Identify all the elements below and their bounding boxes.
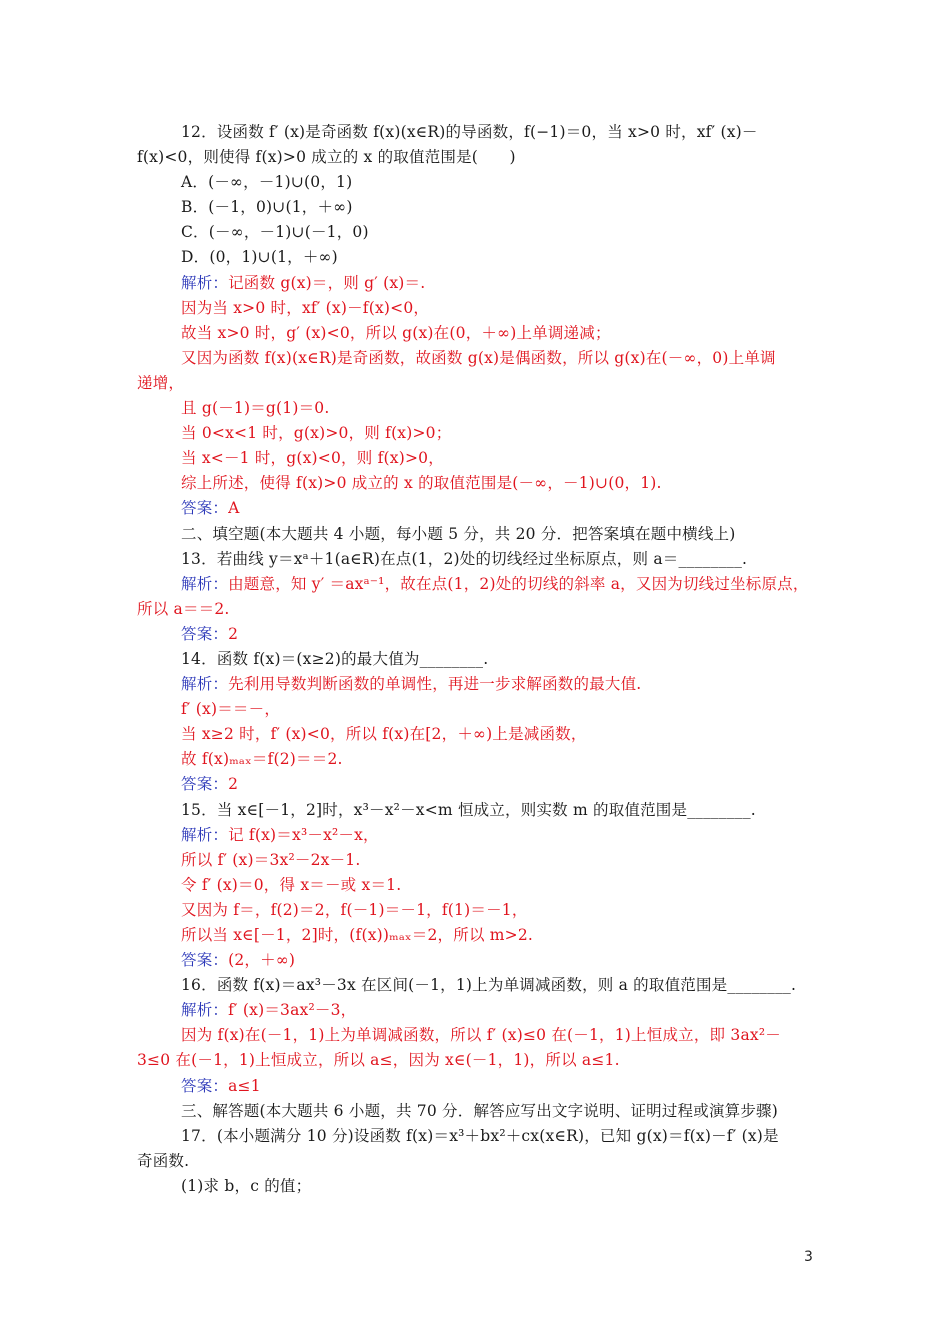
text-line (137, 823, 817, 848)
text-line (137, 998, 817, 1023)
text-line (137, 271, 817, 296)
line-label: 答案： (181, 775, 229, 794)
line-label: 答案： (181, 624, 229, 643)
line-text: 所以 f′ (x)＝3x²－2x－1. (181, 850, 361, 869)
page-number: 3 (804, 1249, 813, 1265)
line-text: 3≤0 在(－1，1)上恒成立，所以 a≤，因为 x∈(－1，1)，所以 a≤1. (137, 1051, 620, 1070)
text-line (137, 446, 817, 471)
line-text: 17．(本小题满分 10 分)设函数 f(x)＝x³＋bx²＋cx(x∈R)，已知 g(x)＝f(x)－f′ (x)是 (181, 1126, 779, 1145)
line-label: 解析： (181, 1001, 229, 1020)
line-text: 奇函数. (137, 1151, 190, 1170)
line-text: f′ (x)＝＝－， (181, 700, 281, 719)
text-line (137, 170, 817, 195)
page-content (137, 120, 817, 1199)
text-line (137, 1124, 817, 1149)
text-line (137, 220, 817, 245)
line-text: A．(－∞，－1)∪(0，1) (181, 173, 353, 192)
text-line (137, 371, 817, 396)
line-text: 先利用导数判断函数的单调性，再进一步求解函数的最大值. (228, 675, 642, 694)
text-line (137, 747, 817, 772)
text-line (137, 772, 817, 797)
text-line (137, 471, 817, 496)
line-text: 所以当 x∈[－1，2]时，(f(x))ₘₐₓ＝2，所以 m>2. (181, 926, 534, 944)
text-line (137, 898, 817, 923)
text-line (137, 145, 817, 170)
text-line (137, 622, 817, 647)
text-line (137, 321, 817, 346)
text-line (137, 1023, 817, 1048)
line-text: 综上所述，使得 f(x)>0 成立的 x 的取值范围是(－∞，－1)∪(0，1). (181, 474, 662, 493)
text-line (137, 1149, 817, 1174)
line-text: 故 f(x)ₘₐₓ＝f(2)＝＝2. (181, 750, 343, 769)
text-line (137, 195, 817, 220)
line-text: 又因为 f＝，f(2)＝2，f(－1)＝－1，f(1)＝－1， (181, 900, 528, 919)
line-text: (1)求 b，c 的值； (181, 1176, 312, 1195)
line-text: 当 0<x<1 时，g(x)>0，则 f(x)>0； (181, 424, 452, 443)
text-line (137, 873, 817, 898)
line-text: 因为当 x>0 时，xf′ (x)－f(x)<0， (181, 298, 430, 317)
line-text: A (228, 499, 240, 518)
text-line (137, 496, 817, 521)
line-text: 2 (228, 624, 239, 643)
line-text: a≤1 (228, 1076, 261, 1095)
line-text: 记 f(x)＝x³－x²－x， (228, 825, 379, 844)
line-label: 答案： (181, 1076, 229, 1095)
text-line (137, 672, 817, 697)
line-text: 13．若曲线 y＝xᵃ＋1(a∈R)在点(1，2)处的切线经过坐标原点，则 a＝________. (181, 549, 748, 568)
line-text: D．(0，1)∪(1，＋∞) (181, 248, 338, 267)
line-label: 解析： (181, 675, 229, 694)
line-text: 记函数 g(x)＝，则 g′ (x)＝. (228, 273, 426, 292)
line-label: 解析： (181, 574, 229, 593)
text-line (137, 1174, 817, 1199)
text-line (137, 697, 817, 722)
text-line (137, 396, 817, 421)
text-line (137, 572, 817, 597)
text-line (137, 245, 817, 270)
line-text: C．(－∞，－1)∪(－1，0) (181, 223, 369, 242)
line-text: 16．函数 f(x)＝ax³－3x 在区间(－1，1)上为单调减函数，则 a 的取值范围是________. (181, 976, 797, 995)
text-line (137, 522, 817, 547)
line-text: 当 x≥2 时，f′ (x)<0，所以 f(x)在[2，＋∞)上是减函数， (181, 725, 587, 744)
line-text: 当 x<－1 时，g(x)<0，则 f(x)>0， (181, 449, 444, 468)
text-line (137, 948, 817, 973)
line-text: 又因为函数 f(x)(x∈R)是奇函数，故函数 g(x)是偶函数，所以 g(x)在(－∞，0)上单调 (181, 348, 776, 367)
text-line (137, 923, 817, 948)
line-label: 解析： (181, 825, 229, 844)
text-line (137, 647, 817, 672)
text-line (137, 547, 817, 572)
line-text: 且 g(－1)＝g(1)＝0. (181, 399, 330, 418)
text-line (137, 1048, 817, 1073)
text-line (137, 1074, 817, 1099)
line-text: f′ (x)＝3ax²－3， (228, 1001, 357, 1020)
line-text: (2，＋∞) (228, 951, 296, 970)
line-text: 由题意，知 y′ ＝axᵃ⁻¹，故在点(1，2)处的切线的斜率 a，又因为切线过坐标原点， (228, 574, 809, 593)
text-line (137, 973, 817, 998)
text-line (137, 346, 817, 371)
line-text: 所以 a＝＝2. (137, 599, 230, 618)
text-line (137, 421, 817, 446)
line-text: B．(－1，0)∪(1，＋∞) (181, 198, 353, 217)
text-line (137, 296, 817, 321)
line-text: f(x)<0，则使得 f(x)>0 成立的 x 的取值范围是( ) (137, 148, 516, 167)
line-text: 三、解答题(本大题共 6 小题，共 70 分．解答应写出文字说明、证明过程或演算步骤) (181, 1101, 778, 1120)
line-text: 12．设函数 f′ (x)是奇函数 f(x)(x∈R)的导函数，f(−1)＝0，当 x>0 时，xf′ (x)－ (181, 123, 758, 141)
line-text: 15．当 x∈[－1，2]时，x³－x²－x<m 恒成立，则实数 m 的取值范围是________. (181, 800, 756, 819)
line-label: 答案： (181, 951, 229, 970)
line-text: 令 f′ (x)＝0，得 x＝－或 x＝1. (181, 875, 402, 894)
line-text: 2 (228, 775, 239, 794)
line-label: 解析： (181, 273, 229, 292)
text-line (137, 798, 817, 823)
line-text: 14．函数 f(x)＝(x≥2)的最大值为________. (181, 649, 489, 668)
line-text: 因为 f(x)在(－1，1)上为单调减函数，所以 f′ (x)≤0 在(－1，1)上恒成立，即 3ax²－ (181, 1026, 781, 1045)
line-text: 二、填空题(本大题共 4 小题，每小题 5 分，共 20 分．把答案填在题中横线上) (181, 524, 736, 543)
line-text: 递增， (137, 373, 185, 392)
line-text: 故当 x>0 时，g′ (x)<0，所以 g(x)在(0，＋∞)上单调递减； (181, 323, 611, 342)
text-line (137, 848, 817, 873)
text-line (137, 722, 817, 747)
line-label: 答案： (181, 499, 229, 518)
text-line (137, 1099, 817, 1124)
text-line (137, 597, 817, 622)
text-line (137, 120, 817, 145)
